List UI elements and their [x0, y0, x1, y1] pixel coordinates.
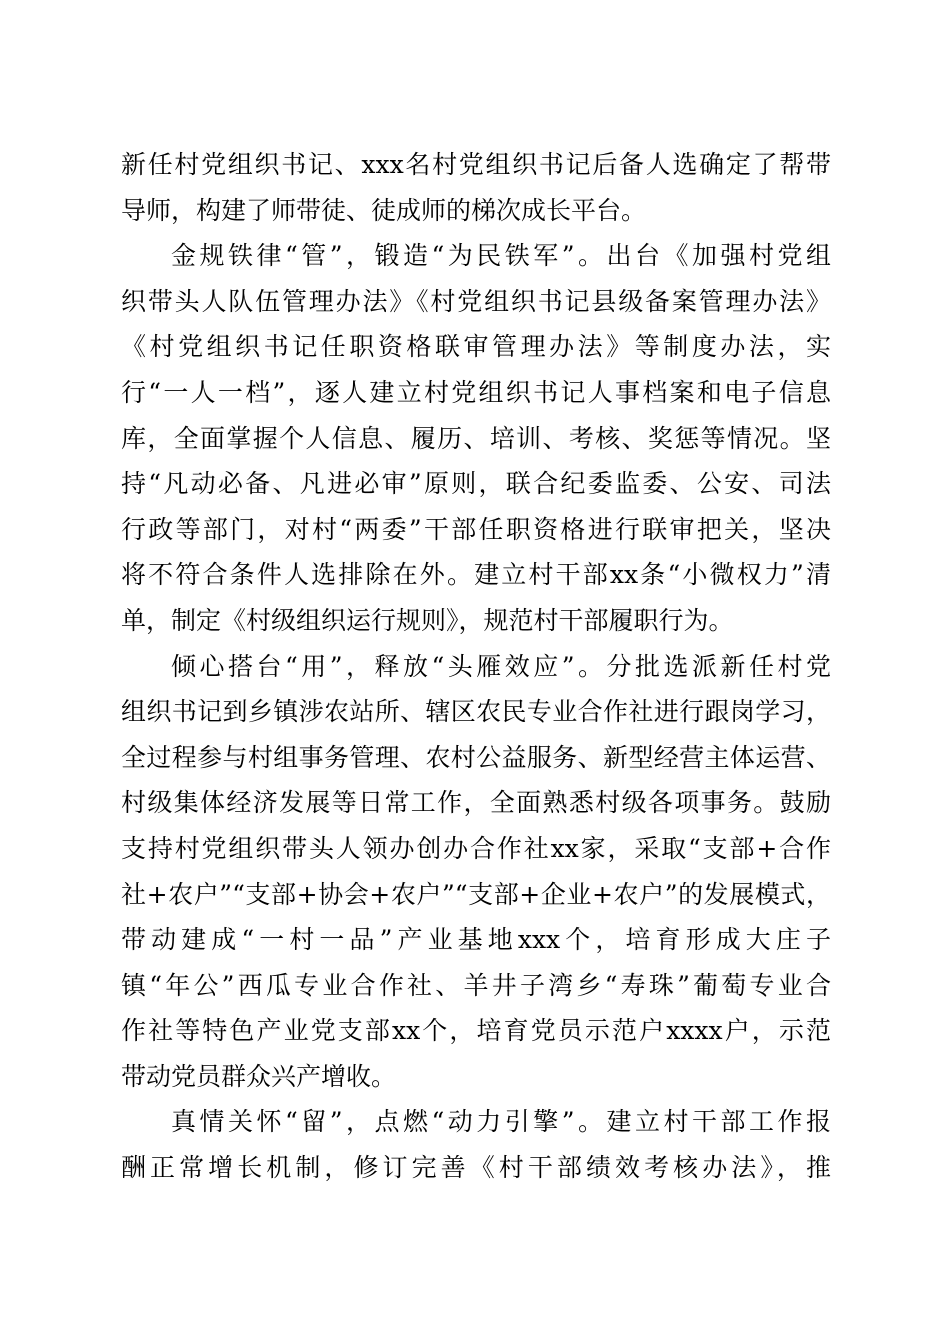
text-line: 行“一人一档”，逐人建立村党组织书记人事档案和电子信息	[121, 377, 831, 407]
text-line: 将不符合条件人选排除在外。建立村干部xx条“小微权力”清	[121, 560, 831, 590]
text-line: 带动建成“一村一品”产业基地xxx个，培育形成大庄子	[121, 925, 831, 955]
text-line: 带动党员群众兴产增收。	[121, 1061, 397, 1091]
text-line: 导师，构建了师带徒、徒成师的梯次成长平台。	[121, 195, 647, 225]
text-line: 新任村党组织书记、xxx名村党组织书记后备人选确定了帮带	[121, 150, 831, 179]
text-line: 持“凡动必备、凡进必审”原则，联合纪委监委、公安、司法	[121, 469, 831, 499]
text-line: 社+农户”“支部+协会+农户”“支部+企业+农户”的发展模式，	[121, 879, 831, 909]
text-line: 镇“年公”西瓜专业合作社、羊井子湾乡“寿珠”葡萄专业合	[121, 970, 831, 1000]
text-line: 《村党组织书记任职资格联审管理办法》等制度办法，实	[121, 332, 831, 362]
text-line: 村级集体经济发展等日常工作，全面熟悉村级各项事务。鼓励	[121, 788, 831, 818]
text-line: 作社等特色产业党支部xx个，培育党员示范户xxxx户，示范	[121, 1016, 831, 1046]
text-line: 全过程参与村组事务管理、农村公益服务、新型经营主体运营、	[121, 742, 831, 772]
body-text	[121, 142, 831, 1191]
text-line: 支持村党组织带头人领办创办合作社xx家，采取“支部+合作	[121, 833, 831, 863]
text-line: 组织书记到乡镇涉农站所、辖区农民专业合作社进行跟岗学习，	[121, 697, 831, 727]
text-line: 金规铁律“管”，锻造“为民铁军”。出台《加强村党组	[171, 241, 831, 271]
text-line: 倾心搭台“用”，释放“头雁效应”。分批选派新任村党	[171, 651, 831, 681]
text-line: 真情关怀“留”，点燃“动力引擎”。建立村干部工作报	[171, 1107, 831, 1137]
text-line: 酬正常增长机制，修订完善《村干部绩效考核办法》，推	[121, 1153, 831, 1183]
text-line: 织带头人队伍管理办法》《村党组织书记县级备案管理办法》	[121, 286, 831, 316]
text-line: 单，制定《村级组织运行规则》，规范村干部履职行为。	[121, 605, 734, 635]
text-line: 行政等部门，对村“两委”干部任职资格进行联审把关，坚决	[121, 514, 831, 544]
text-line: 库，全面掌握个人信息、履历、培训、考核、奖惩等情况。坚	[121, 423, 831, 453]
